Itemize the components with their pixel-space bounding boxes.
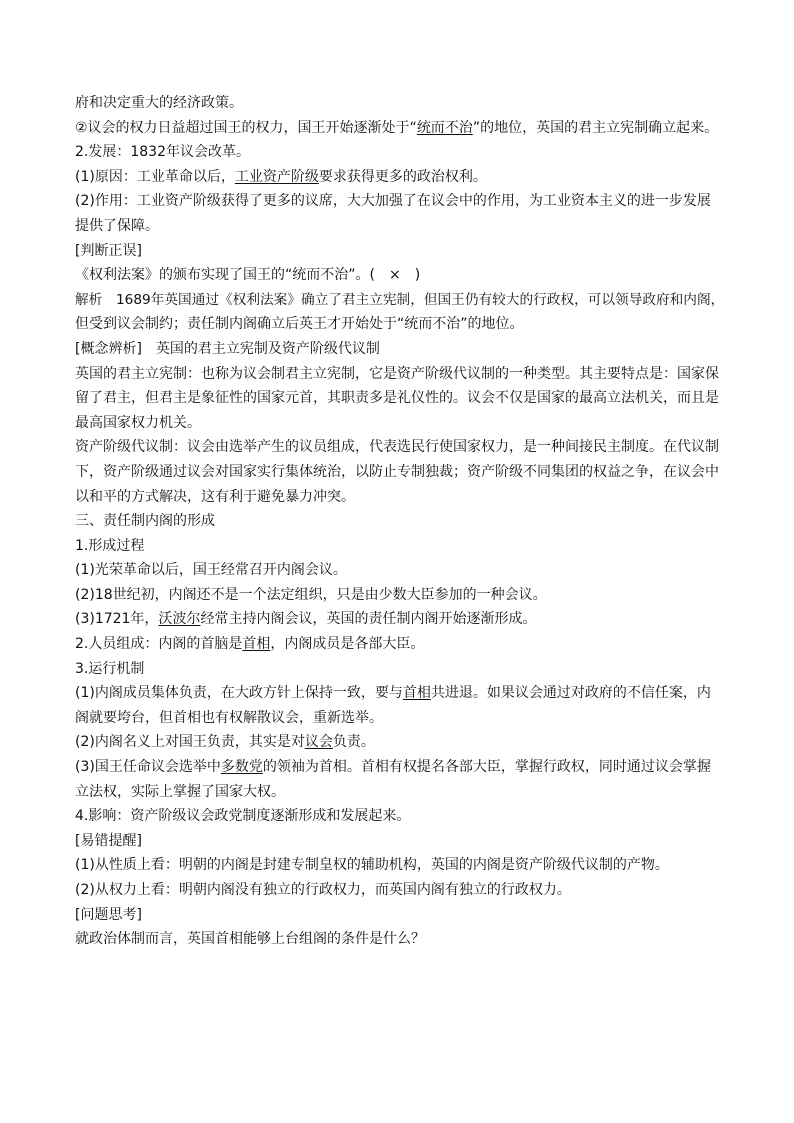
text-segment: 英国的君主立宪制：也称为议会制君主立宪制，它是资产阶级代议制的一种类型。其主要特点是：国家保 bbox=[75, 365, 719, 382]
text-line bbox=[75, 903, 725, 928]
text-line bbox=[75, 91, 725, 116]
text-segment: (1)原因：工业革命以后， bbox=[75, 168, 235, 185]
text-segment: 提供了保障。 bbox=[75, 217, 159, 234]
text-segment: 的领袖为首相。首相有权提名各部大臣，掌握行政权，同时通过议会掌握 bbox=[262, 759, 711, 776]
text-line bbox=[75, 755, 725, 780]
text-segment: 经常主持内阁会议，英国的责任制内阁开始逐渐形成。 bbox=[200, 611, 537, 628]
text-line bbox=[75, 607, 725, 632]
text-line bbox=[75, 214, 725, 239]
text-line bbox=[75, 706, 725, 731]
text-line bbox=[75, 485, 725, 510]
text-line bbox=[75, 657, 725, 682]
underlined-keyword: 统而不治 bbox=[416, 119, 473, 136]
text-segment: (1)内阁成员集体负责，在大政方针上保持一致，要与 bbox=[75, 685, 403, 702]
text-line bbox=[75, 337, 725, 362]
text-line bbox=[75, 632, 725, 657]
text-line bbox=[75, 534, 725, 559]
text-line bbox=[75, 263, 725, 288]
text-segment: 共进退。如果议会通过对政府的不信任案，内 bbox=[430, 685, 711, 702]
text-segment: 但受到议会制约；责任制内阁确立后英王才开始处于“统而不治”的地位。 bbox=[75, 316, 524, 333]
document-body bbox=[75, 91, 725, 952]
text-line bbox=[75, 460, 725, 485]
text-segment: [判断正误] bbox=[75, 242, 142, 259]
text-line bbox=[75, 435, 725, 460]
text-segment: (1)光荣革命以后，国王经常召开内阁会议。 bbox=[75, 562, 347, 579]
text-segment: 2.发展：1832年议会改革。 bbox=[75, 144, 250, 161]
text-segment: 留了君主，但君主是象征性的国家元首，其职责多是礼仪性的。议会不仅是国家的最高立法机关，而且是 bbox=[75, 390, 719, 407]
text-segment: 立法权，实际上掌握了国家大权。 bbox=[75, 783, 285, 800]
text-line bbox=[75, 681, 725, 706]
text-line bbox=[75, 312, 725, 337]
text-segment: 1.形成过程 bbox=[75, 537, 145, 554]
text-segment: 负责。 bbox=[332, 734, 375, 751]
text-line bbox=[75, 411, 725, 436]
text-line bbox=[75, 509, 725, 534]
text-line bbox=[75, 804, 725, 829]
text-segment: 最高国家权力机关。 bbox=[75, 414, 201, 431]
text-segment: 就政治体制而言，英国首相能够上台组阁的条件是什么？ bbox=[75, 931, 425, 948]
text-line bbox=[75, 927, 725, 952]
text-segment: 4.影响：资产阶级议会政党制度逐渐形成和发展起来。 bbox=[75, 808, 411, 825]
text-line bbox=[75, 853, 725, 878]
text-segment: (2)18世纪初，内阁还不是一个法定组织，只是由少数大臣参加的一种会议。 bbox=[75, 586, 547, 603]
text-segment: 府和决定重大的经济政策。 bbox=[75, 95, 243, 111]
text-line bbox=[75, 878, 725, 903]
text-segment: 《权利法案》的颁布实现了国王的“统而不治”。( × ) bbox=[75, 267, 421, 284]
text-line bbox=[75, 189, 725, 214]
text-segment: (2)内阁名义上对国王负责，其实是对 bbox=[75, 734, 305, 751]
underlined-keyword: 首相 bbox=[242, 636, 271, 653]
text-segment: 下，资产阶级通过议会对国家实行集体统治，以防止专制独裁；资产阶级不同集团的权益之争，在议会中 bbox=[75, 463, 719, 480]
underlined-keyword: 沃波尔 bbox=[158, 611, 201, 628]
text-line bbox=[75, 386, 725, 411]
text-segment: (3)1721年， bbox=[75, 611, 159, 628]
text-segment: [概念辨析] 英国的君主立宪制及资产阶级代议制 bbox=[75, 340, 380, 357]
text-line bbox=[75, 239, 725, 264]
underlined-keyword: 议会 bbox=[304, 734, 333, 751]
underlined-keyword: 多数党 bbox=[220, 759, 263, 776]
text-line bbox=[75, 116, 725, 141]
text-segment: 3.运行机制 bbox=[75, 660, 145, 677]
text-segment: [易错提醒] bbox=[75, 832, 142, 849]
underlined-keyword: 首相 bbox=[402, 685, 431, 702]
text-segment: ②议会的权力日益超过国王的权力，国王开始逐渐处于“ bbox=[75, 119, 417, 136]
text-line bbox=[75, 362, 725, 387]
text-line bbox=[75, 165, 725, 190]
text-segment: (1)从性质上看：明朝的内阁是封建专制皇权的辅助机构，英国的内阁是资产阶级代议制的产物。 bbox=[75, 857, 669, 874]
text-segment: 以和平的方式解决，这有利于避免暴力冲突。 bbox=[75, 488, 355, 505]
text-line bbox=[75, 780, 725, 805]
text-segment: 解析 1689年英国通过《权利法案》确立了君主立宪制，但国王仍有较大的行政权，可以领导政府和内阁， bbox=[75, 291, 725, 308]
text-segment: 资产阶级代议制：议会由选举产生的议员组成，代表选民行使国家权力，是一种间接民主制度。在代议制 bbox=[75, 439, 719, 456]
text-segment: 2.人员组成：内阁的首脑是 bbox=[75, 636, 243, 653]
underlined-keyword: 工业资产阶级 bbox=[234, 168, 319, 185]
text-segment: (2)作用：工业资产阶级获得了更多的议席，大大加强了在议会中的作用，为工业资本主义的进一步发展 bbox=[75, 193, 711, 210]
text-line bbox=[75, 140, 725, 165]
text-line bbox=[75, 583, 725, 608]
text-segment: (2)从权力上看：明朝内阁没有独立的行政权力，而英国内阁有独立的行政权力。 bbox=[75, 882, 571, 898]
text-line bbox=[75, 558, 725, 583]
text-segment: [问题思考] bbox=[75, 906, 142, 923]
text-segment: 要求获得更多的政治权利。 bbox=[318, 168, 487, 185]
text-segment: 阁就要垮台，但首相也有权解散议会，重新选举。 bbox=[75, 709, 383, 726]
text-line bbox=[75, 288, 725, 313]
text-segment: (3)国王任命议会选举中 bbox=[75, 759, 221, 776]
text-line bbox=[75, 730, 725, 755]
text-line bbox=[75, 829, 725, 854]
text-segment: ”的地位，英国的君主立宪制确立起来。 bbox=[472, 119, 719, 136]
text-segment: 三、责任制内阁的形成 bbox=[75, 513, 215, 530]
text-segment: ，内阁成员是各部大臣。 bbox=[270, 636, 425, 653]
